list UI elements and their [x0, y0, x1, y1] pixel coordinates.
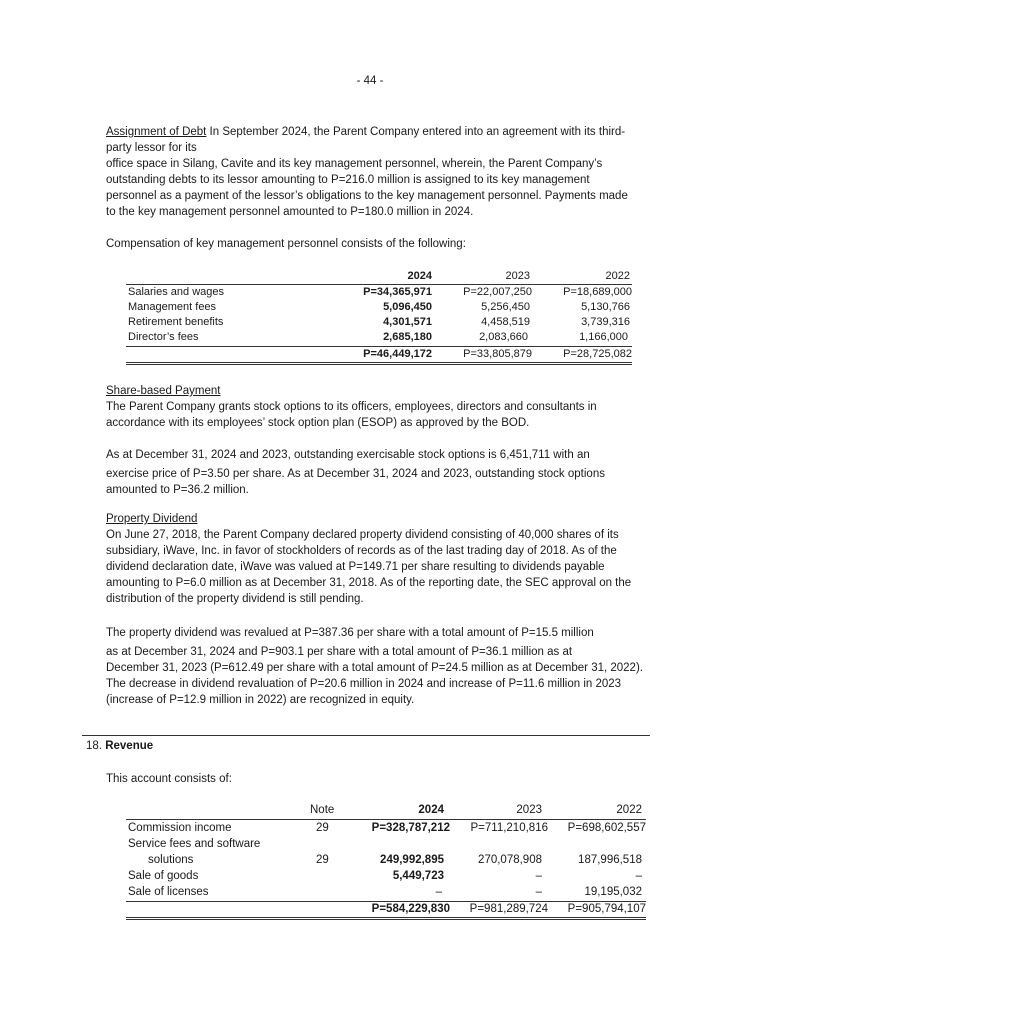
- total-2024: P=46,449,172: [363, 348, 432, 360]
- property-dividend-line10: (increase of P=12.9 million in 2022) are recognized in equity.: [106, 694, 415, 706]
- cell-2022: 187,996,518: [578, 854, 642, 866]
- cell-2023: 2,083,660: [479, 331, 528, 343]
- property-dividend-line1: On June 27, 2018, the Parent Company declared property dividend consisting of 40,000 shares of its: [106, 529, 619, 541]
- row-label: solutions: [148, 854, 194, 866]
- cell-2024: P=34,365,971: [363, 286, 432, 298]
- assignment-line5: personnel as a payment of the lessor’s obligations to the key management personnel. Payments made: [106, 190, 628, 202]
- cell-2022: –: [635, 870, 642, 882]
- row-label: Sale of licenses: [128, 886, 209, 898]
- comp-header-2024: 2024: [407, 270, 432, 282]
- property-dividend-section: [106, 511, 686, 607]
- section-divider: [82, 735, 650, 736]
- property-dividend-line6: The property dividend was revalued at P=387.36 per share with a total amount of P=15.5 million: [106, 627, 594, 639]
- assignment-paragraph: [106, 124, 686, 220]
- comp-header-2022: 2022: [605, 270, 630, 282]
- table-row: [126, 837, 646, 852]
- total-2023: P=981,289,724: [469, 903, 548, 915]
- cell-2023: –: [535, 870, 542, 882]
- share-based-section: [106, 383, 686, 431]
- cell-2022: 19,195,032: [584, 886, 642, 898]
- cell-2023: P=22,007,250: [463, 286, 532, 298]
- total-2024: P=584,229,830: [371, 903, 450, 915]
- page-number: - 44 -: [356, 75, 384, 87]
- revenue-title: Revenue: [105, 740, 154, 752]
- row-note: 29: [316, 854, 329, 866]
- property-dividend-line2: subsidiary, iWave, Inc. in favor of stockholders of records as of the last trading day of 2018. As of the: [106, 545, 617, 557]
- total-2022: P=905,794,107: [567, 903, 646, 915]
- revenue-heading: [86, 738, 153, 754]
- comp-total-double-rule-2: [126, 364, 632, 365]
- cell-2023: 5,256,450: [481, 301, 530, 313]
- property-dividend-line8: December 31, 2023 (P=612.49 per share with a total amount of P=24.5 million as at December 31, 2022).: [106, 662, 643, 674]
- compensation-header-row: [126, 269, 632, 284]
- assignment-line6: to the key management personnel amounted to P=180.0 million in 2024.: [106, 206, 474, 218]
- cell-2024: –: [435, 886, 442, 898]
- rev-header-2023: 2023: [516, 804, 542, 816]
- assignment-line1: In September 2024, the Parent Company entered into an agreement with its third-: [206, 126, 626, 138]
- cell-2024: 2,685,180: [383, 331, 432, 343]
- share-based-heading: Share-based Payment: [106, 385, 221, 397]
- row-label: Management fees: [128, 301, 217, 313]
- row-label: Retirement benefits: [128, 316, 224, 328]
- row-label: Director’s fees: [128, 331, 199, 343]
- cell-2024: 249,992,895: [380, 854, 444, 866]
- table-row: [126, 885, 646, 900]
- comp-header-2023: 2023: [505, 270, 530, 282]
- cell-2022: 1,166,000: [579, 331, 628, 343]
- share-based-line5: amounted to P=36.2 million.: [106, 484, 249, 496]
- compensation-total-row: [126, 347, 632, 362]
- property-dividend-heading: Property Dividend: [106, 513, 198, 525]
- cell-2023: –: [535, 886, 542, 898]
- cell-2022: P=18,689,000: [563, 286, 632, 298]
- rev-header-2022: 2022: [616, 804, 642, 816]
- share-based-line1: The Parent Company grants stock options to its officers, employees, directors and consultants in: [106, 401, 597, 413]
- rev-total-double-rule-2: [126, 919, 646, 920]
- compensation-intro: Compensation of key management personnel consists of the following:: [106, 238, 466, 250]
- table-row: [126, 315, 632, 330]
- table-row: [126, 821, 646, 836]
- cell-2022: P=698,602,557: [567, 822, 646, 834]
- rev-header-2024: 2024: [418, 804, 444, 816]
- cell-2024: 4,301,571: [383, 316, 432, 328]
- assignment-line4: outstanding debts to its lessor amounting to P=216.0 million is assigned to its key management: [106, 174, 590, 186]
- assignment-line2: party lessor for its: [106, 142, 197, 154]
- rev-header-rule: [126, 819, 646, 820]
- row-note: 29: [316, 822, 329, 834]
- comp-total-double-rule: [126, 362, 632, 363]
- total-2022: P=28,725,082: [563, 348, 632, 360]
- table-row: [126, 869, 646, 884]
- table-row: [126, 330, 632, 345]
- row-label: Service fees and software: [128, 838, 261, 850]
- revenue-number: 18.: [86, 740, 102, 752]
- cell-2023: P=711,210,816: [470, 822, 548, 834]
- table-row: [126, 300, 632, 315]
- table-row: [126, 853, 646, 868]
- revenue-header-row: [126, 803, 646, 818]
- cell-2022: 5,130,766: [581, 301, 630, 313]
- total-2023: P=33,805,879: [463, 348, 532, 360]
- cell-2023: 4,458,519: [481, 316, 530, 328]
- row-label: Commission income: [128, 822, 232, 834]
- cell-2024: 5,096,450: [383, 301, 432, 313]
- property-dividend-line7: as at December 31, 2024 and P=903.1 per share with a total amount of P=36.1 million as at: [106, 646, 573, 658]
- cell-2023: 270,078,908: [478, 854, 542, 866]
- cell-2024: 5,449,723: [392, 870, 444, 882]
- property-dividend-line9: The decrease in dividend revaluation of P=20.6 million in 2024 and increase of P=11.6 million in 2023: [106, 678, 622, 690]
- rev-total-double-rule: [126, 917, 646, 918]
- rev-header-note: Note: [310, 804, 335, 816]
- property-dividend-line4: amounting to P=6.0 million as at December 31, 2018. As of the reporting date, the SEC approval on the: [106, 577, 632, 589]
- cell-2022: 3,739,316: [581, 316, 630, 328]
- property-dividend-line3: dividend declaration date, iWave was valued at P=149.71 per share resulting to dividends payable: [106, 561, 605, 573]
- row-label: Salaries and wages: [128, 286, 225, 298]
- property-dividend-line5: distribution of the property dividend is still pending.: [106, 593, 364, 605]
- row-label: Sale of goods: [128, 870, 199, 882]
- assignment-line3: office space in Silang, Cavite and its key management personnel, wherein, the Parent Company’s: [106, 158, 603, 170]
- share-based-line4: exercise price of P=3.50 per share. As at December 31, 2024 and 2023, outstanding stock options: [106, 468, 605, 480]
- revenue-intro: This account consists of:: [106, 773, 232, 785]
- property-dividend-revaluation: [106, 625, 686, 708]
- cell-2024: P=328,787,212: [371, 822, 450, 834]
- share-based-line3: As at December 31, 2024 and 2023, outstanding exercisable stock options is 6,451,711 with an: [106, 449, 590, 461]
- assignment-heading: Assignment of Debt: [106, 126, 207, 138]
- share-based-options-paragraph: [106, 447, 686, 498]
- revenue-total-row: [126, 902, 646, 917]
- table-row: [126, 285, 632, 300]
- share-based-line2: accordance with its employees’ stock option plan (ESOP) as approved by the BOD.: [106, 417, 530, 429]
